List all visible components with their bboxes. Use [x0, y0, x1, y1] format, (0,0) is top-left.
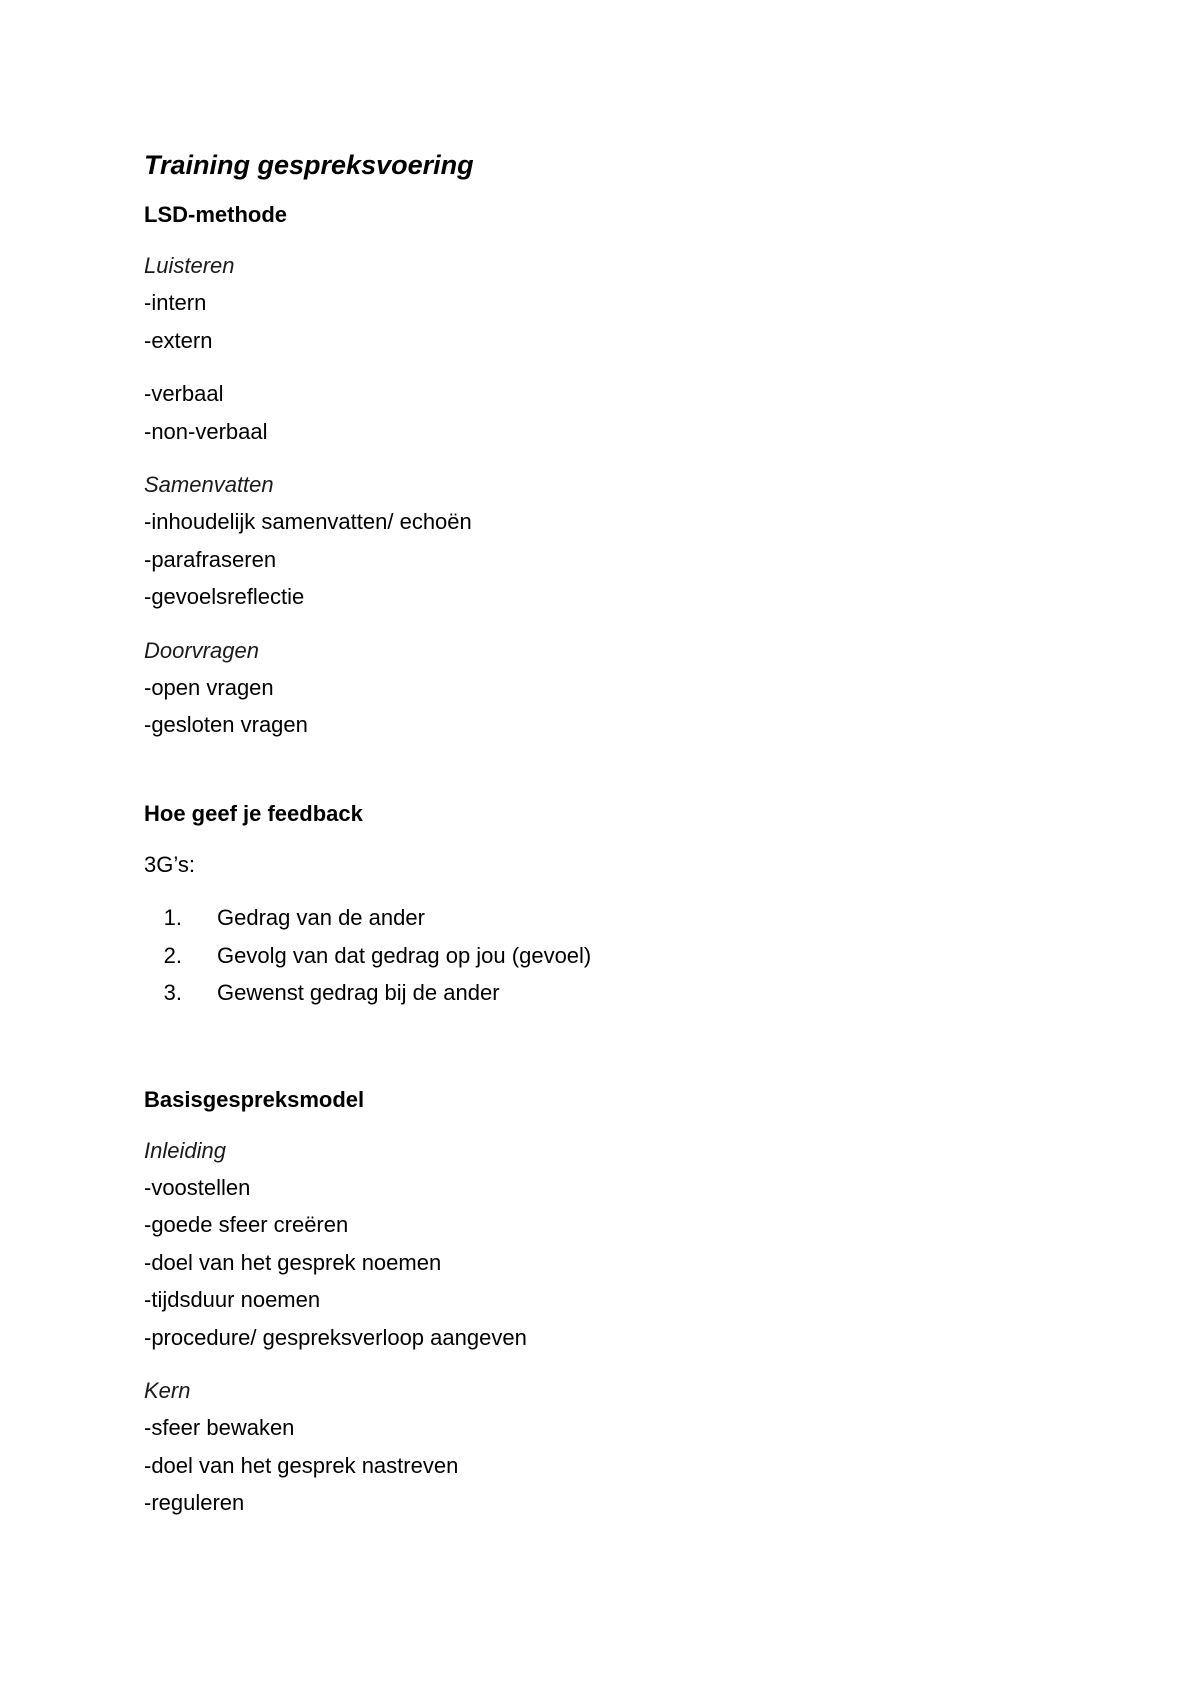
numbered-list-item	[144, 974, 1064, 1012]
list-item: -intern	[144, 290, 207, 315]
feedback-intro: 3G’s:	[144, 851, 195, 877]
subheading-kern: Kern	[144, 1378, 191, 1403]
subheading-doorvragen: Doorvragen	[144, 637, 259, 663]
list-item: -voostellen	[144, 1174, 251, 1200]
numbered-list-item	[144, 937, 1064, 975]
list-item: -non-verbaal	[144, 418, 268, 444]
list-item: -extern	[144, 327, 213, 353]
document-body	[144, 145, 1064, 1522]
section-heading-basis: Basisgespreksmodel	[144, 1086, 365, 1112]
list-item: -procedure/ gespreksverloop aangeven	[144, 1324, 527, 1350]
list-item: -gevoelsreflectie	[144, 584, 305, 609]
list-text: Gewenst gedrag bij de ander	[217, 980, 500, 1005]
subheading-luisteren: Luisteren	[144, 253, 235, 278]
list-item: -inhoudelijk samenvatten/ echoën	[144, 509, 472, 534]
list-item: -verbaal	[144, 381, 224, 406]
document-title: Training gespreksvoering	[144, 150, 474, 180]
list-item: -gesloten vragen	[144, 712, 308, 737]
numbered-list-item	[144, 899, 1064, 937]
list-number: 3.	[163, 980, 182, 1005]
subheading-inleiding: Inleiding	[144, 1137, 226, 1163]
section-heading-lsd: LSD-methode	[144, 202, 287, 227]
list-text: Gevolg van dat gedrag op jou (gevoel)	[217, 942, 592, 968]
list-text: Gedrag van de ander	[217, 905, 425, 930]
list-number: 2.	[163, 942, 182, 968]
list-item: -doel van het gesprek nastreven	[144, 1452, 459, 1478]
list-item: -reguleren	[144, 1490, 245, 1515]
list-item: -tijdsduur noemen	[144, 1287, 321, 1312]
feedback-list	[144, 899, 1064, 1012]
list-item: -open vragen	[144, 674, 274, 700]
section-heading-feedback: Hoe geef je feedback	[144, 800, 363, 826]
list-item: -doel van het gesprek noemen	[144, 1249, 442, 1275]
list-number: 1.	[163, 905, 182, 930]
list-item: -sfeer bewaken	[144, 1415, 295, 1440]
subheading-samenvatten: Samenvatten	[144, 472, 274, 497]
list-item: -goede sfeer creëren	[144, 1212, 349, 1237]
list-item: -parafraseren	[144, 546, 277, 572]
